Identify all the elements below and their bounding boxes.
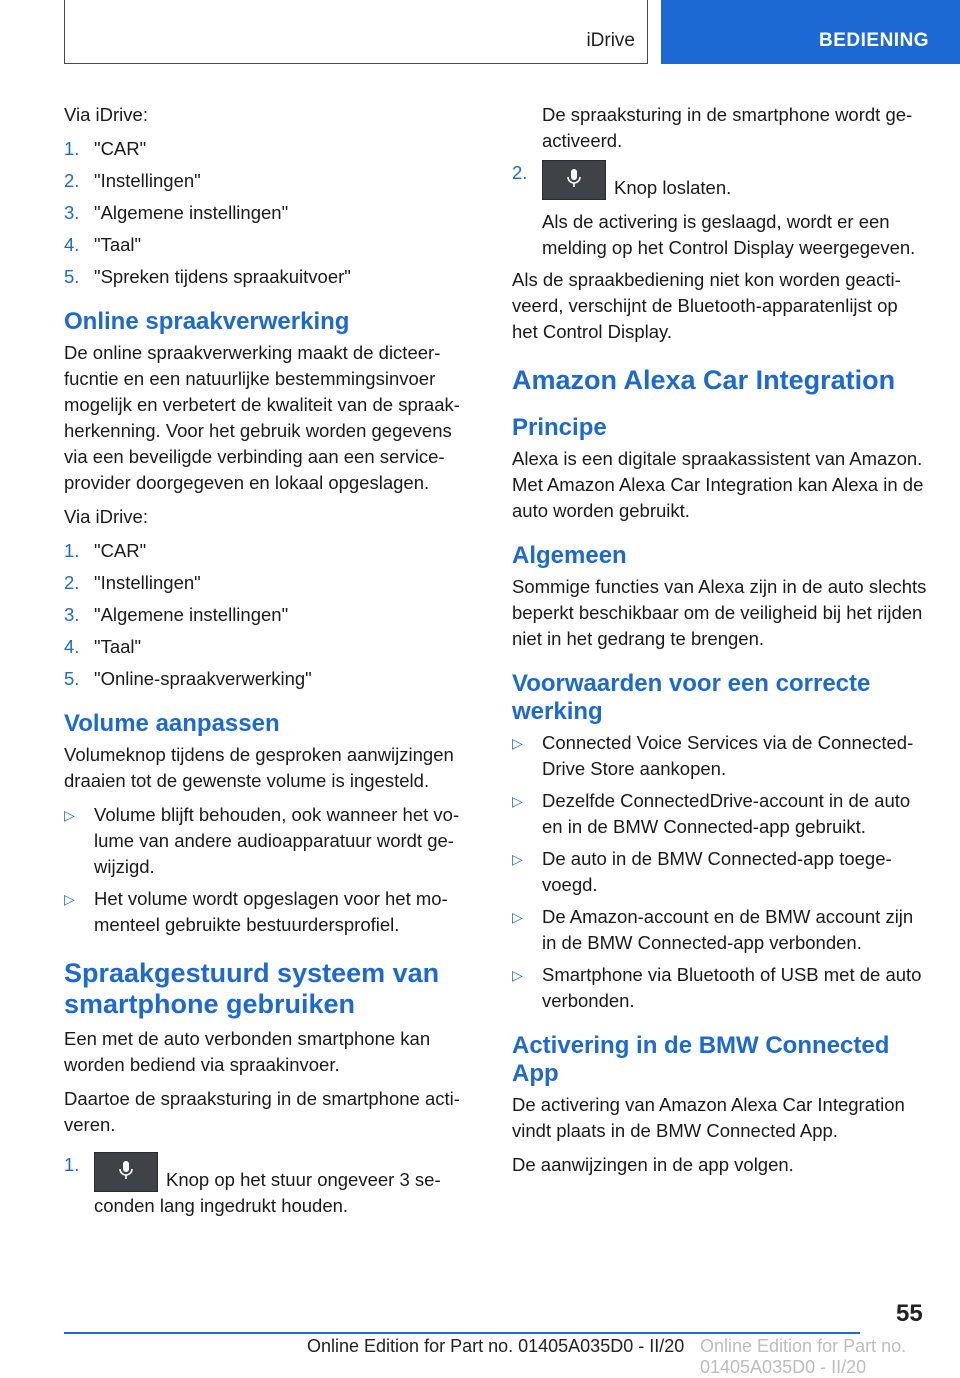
step-item: 2. Knop loslaten. [512, 162, 732, 198]
list-item: 2. "Instellingen" [64, 170, 201, 191]
left-column [64, 102, 480, 1227]
triangle-bullet-icon: ▷ [512, 793, 523, 809]
triangle-bullet-icon: ▷ [512, 967, 523, 983]
step-list-cont [512, 160, 928, 201]
bullet-list-voorwaarden [512, 730, 928, 1014]
paragraph: Alexa is een digitale spraakassistent van Amazon. Met Amazon Alexa Car Integration kan Alexa in de auto worden gebruikt. [512, 448, 924, 521]
list-item: ▷ Connected Voice Services via de ConnectedDrive Store aankopen. [512, 730, 928, 782]
list-item: ▷ De auto in de BMW Connected-app toegevoegd. [512, 846, 928, 898]
step-list [64, 1152, 480, 1219]
microphone-icon [118, 1160, 134, 1182]
step-item: 1. Knop op het stuur ongeveer 3 seconden lang ingedrukt houden. [64, 1154, 441, 1216]
right-column [512, 102, 928, 1186]
paragraph: Volumeknop tijdens de gesproken aanwijzingen draaien tot de gewenste volume is ingesteld. [64, 744, 454, 791]
heading-principe: Principe [512, 414, 607, 441]
heading-volume: Volume aanpassen [64, 710, 280, 737]
list-item: 4. "Taal" [64, 636, 142, 657]
list-item: 3. "Algemene instellingen" [64, 202, 289, 223]
list-item: 5. "Spreken tijdens spraakuitvoer" [64, 266, 351, 287]
header-section-label: iDrive [586, 30, 635, 51]
footer-divider [64, 1332, 860, 1334]
settings-list-1 [64, 136, 480, 290]
list-item: 5. "Online-spraakverwerking" [64, 668, 312, 689]
list-item: 1. "CAR" [64, 540, 147, 561]
paragraph: Als de spraakbediening niet kon worden geactiveerd, verschijnt de Bluetooth-apparatenlijst op het Control Display. [512, 269, 901, 342]
heading-alexa: Amazon Alexa Car Integration [512, 365, 896, 395]
microphone-icon [566, 168, 582, 190]
heading-smartphone: Spraakgestuurd systeem van smartphone gebruiken [64, 958, 440, 1019]
triangle-bullet-icon: ▷ [64, 807, 75, 823]
list-item: 3. "Algemene instellingen" [64, 604, 289, 625]
header-chapter-tab: BEDIENING [661, 0, 960, 64]
paragraph: De activering van Amazon Alexa Car Integration vindt plaats in de BMW Connected App. [512, 1094, 905, 1141]
paragraph: De aanwijzingen in de app volgen. [512, 1154, 794, 1175]
list-item: ▷ Volume blijft behouden, ook wanneer het volume van andere audioapparatuur wordt gewijzigd. [64, 802, 480, 880]
list-item: ▷ De Amazon-account en de BMW account zijn in de BMW Connected-app verbonden. [512, 904, 928, 956]
paragraph: Een met de auto verbonden smartphone kan worden bediend via spraakinvoer. [64, 1028, 431, 1075]
triangle-bullet-icon: ▷ [512, 851, 523, 867]
settings-list-2 [64, 538, 480, 692]
list-item: ▷ Het volume wordt opgeslagen voor het momenteel gebruikte bestuurdersprofiel. [64, 886, 480, 938]
paragraph: De online spraakverwerking maakt de dicteerfucntie en een natuurlijke bestemmingsinvoer mogelijk en verbetert de kwaliteit van de spraakherkenning. Voor het gebruik worden gegevens via een beveiligde verbinding aan een serviceprovider doorgegeven en lokaal opgeslagen. [64, 342, 460, 493]
triangle-bullet-icon: ▷ [512, 735, 523, 751]
list-item: ▷ Smartphone via Bluetooth of USB met de auto verbonden. [512, 962, 928, 1014]
paragraph: Sommige functies van Alexa zijn in de auto slechts beperkt beschikbaar om de veiligheid bij het rijden niet in het gedrang te brengen. [512, 576, 927, 649]
list-item: ▷ Dezelfde ConnectedDrive-account in de auto en in de BMW Connected-app gebruikt. [512, 788, 928, 840]
footer-edition: Online Edition for Part no. 01405A035D0 - II/20 [307, 1336, 685, 1356]
voice-button [94, 1152, 158, 1192]
list-item: 4. "Taal" [64, 234, 142, 255]
voice-button [542, 160, 606, 200]
heading-online: Online spraakverwerking [64, 308, 350, 335]
bullet-list-volume [64, 802, 480, 938]
list-item: 2. "Instellingen" [64, 572, 201, 593]
paragraph: Daartoe de spraaksturing in de smartphone activeren. [64, 1088, 460, 1135]
triangle-bullet-icon: ▷ [512, 909, 523, 925]
page-number: 55 [896, 1300, 923, 1327]
intro-text: Via iDrive: [64, 104, 148, 125]
heading-activering: Activering in de BMW Connected App [512, 1032, 890, 1087]
heading-algemeen: Algemeen [512, 542, 627, 569]
intro-text: Via iDrive: [64, 506, 148, 527]
list-item: 1. "CAR" [64, 138, 147, 159]
step-result: Als de activering is geslaagd, wordt er een melding op het Control Display weergegeven. [542, 211, 916, 258]
step-continuation: De spraaksturing in de smartphone wordt geactiveerd. [542, 104, 913, 151]
heading-voorwaarden: Voorwaarden voor een correcte werking [512, 670, 871, 725]
triangle-bullet-icon: ▷ [64, 891, 75, 907]
header-frame [64, 0, 648, 64]
footer-watermark: Online Edition for Part no. 01405A035D0 - II/20 [700, 1336, 907, 1377]
